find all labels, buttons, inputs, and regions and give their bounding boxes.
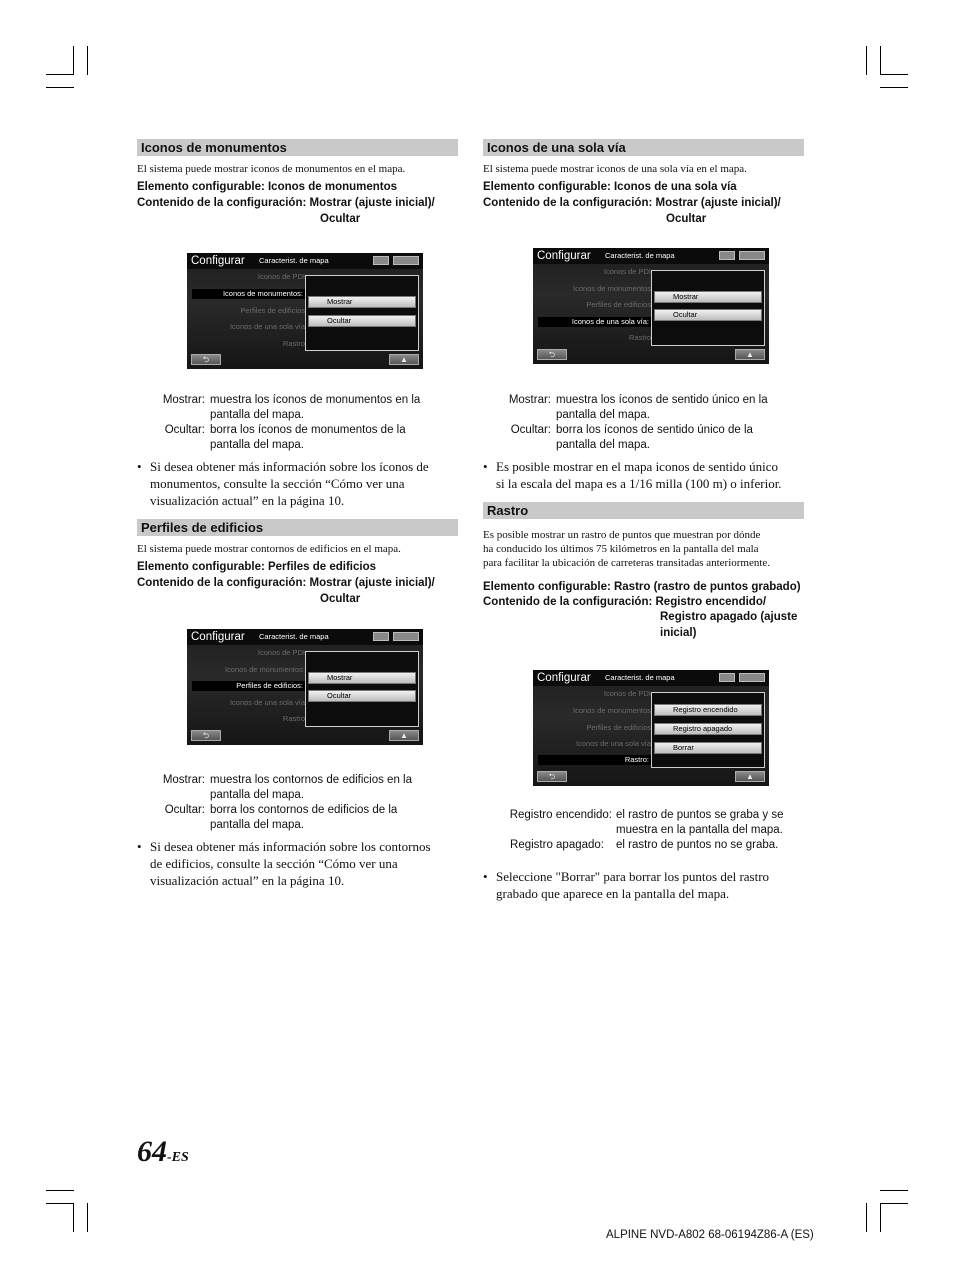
content-line-2: Ocultar — [666, 213, 707, 225]
back-arrow-icon: ⮌ — [202, 731, 210, 740]
menu-item-pdi[interactable]: Iconos de PDI — [603, 267, 651, 276]
def-term-ocultar: Ocultar: — [510, 424, 551, 436]
screen-title: Configurar — [537, 672, 591, 684]
def-text: muestra los íconos de sentido único en la — [556, 394, 768, 406]
up-arrow-icon: ▲ — [746, 350, 754, 359]
grid-icon[interactable] — [739, 673, 765, 682]
back-arrow-icon: ⮌ — [548, 772, 556, 781]
content-line: Contenido de la configuración: Mostrar (ajuste inicial)/ — [483, 197, 781, 209]
options-panel — [651, 692, 765, 768]
content-line-2: Registro apagado (ajuste — [660, 611, 798, 623]
menu-item-monumentos[interactable]: Iconos de monumentos — [573, 284, 651, 293]
options-panel — [305, 275, 419, 351]
def-text: borra los íconos de monumentos de la — [210, 424, 406, 436]
menu-item-monumentos[interactable]: Iconos de monumentos: — [224, 665, 305, 674]
options-panel — [651, 270, 765, 346]
up-button[interactable] — [389, 730, 419, 741]
page-number-digits: 64 — [137, 1135, 167, 1168]
back-button[interactable] — [537, 771, 567, 782]
item-line: Elemento configurable: Iconos de monumentos — [137, 181, 398, 193]
back-button[interactable] — [191, 730, 221, 741]
section-heading-iconos-monumentos: Iconos de monumentos — [137, 139, 458, 156]
menu-item-edificios[interactable]: Perfiles de edificios: — [192, 681, 305, 691]
document-id: ALPINE NVD-A802 68-06194Z86-A (ES) — [606, 1229, 814, 1241]
bullet-line: si la escala del mapa es a 1/16 milla (100 m) o inferior. — [496, 476, 782, 491]
menu-item-sola-via[interactable]: Iconos de una sola vía: — [538, 317, 651, 327]
grid-icon[interactable] — [739, 251, 765, 260]
window-icon[interactable] — [719, 251, 735, 260]
screen-subtitle: Caracterist. de mapa — [259, 632, 329, 641]
def-term-mostrar: Mostrar: — [162, 394, 205, 406]
bullet-line: visualización actual” en la página 10. — [150, 493, 345, 508]
menu-item-pdi[interactable]: Iconos de PDI — [603, 689, 651, 698]
bullet-line: grabado que aparece en la pantalla del mapa. — [496, 886, 730, 901]
def-text: pantalla del mapa. — [210, 819, 304, 831]
def-text: muestra los íconos de monumentos en la — [210, 394, 421, 406]
bullet-line: Si desea obtener más información sobre los íconos de — [150, 459, 429, 474]
content-line: Contenido de la configuración: Mostrar (ajuste inicial)/ — [137, 577, 435, 589]
option-registro-apagado[interactable]: Registro apagado — [654, 723, 762, 735]
screenshot-iconos-sola-via — [533, 248, 769, 364]
bullet-line: Seleccione "Borrar" para borrar los puntos del rastro — [496, 869, 770, 884]
def-term-mostrar: Mostrar: — [508, 394, 551, 406]
bullet-line: monumentos, consulte la sección “Cómo ver una — [150, 476, 405, 491]
up-arrow-icon: ▲ — [746, 772, 754, 781]
intro-text: El sistema puede mostrar iconos de monumentos en el mapa. — [137, 163, 406, 175]
page-suffix: -ES — [167, 1150, 189, 1165]
def-term-ocultar: Ocultar: — [164, 424, 205, 436]
def-text: borra los contornos de edificios de la — [210, 804, 398, 816]
def-term-registro-encendido: Registro encendido: — [509, 809, 612, 821]
content-line: Contenido de la configuración: Registro encendido/ — [483, 596, 767, 608]
def-text: pantalla del mapa. — [556, 409, 650, 421]
def-text: el rastro de puntos se graba y se — [616, 809, 784, 821]
def-text: borra los íconos de sentido único de la — [556, 424, 753, 436]
def-text: pantalla del mapa. — [210, 789, 304, 801]
window-icon[interactable] — [373, 256, 389, 265]
item-line: Elemento configurable: Perfiles de edificios — [137, 561, 377, 573]
content-line-2: Ocultar — [320, 213, 361, 225]
bullet-note: • Si desea obtener más información sobre los íconos de monumentos, consulte la sección “Cómo ver una visualización actual” en la página 10. — [137, 459, 429, 508]
menu-item-edificios[interactable]: Perfiles de edificios — [240, 306, 305, 315]
bullet-line: visualización actual” en la página 10. — [150, 873, 345, 888]
screenshot-iconos-monumentos — [187, 253, 423, 369]
def-text: pantalla del mapa. — [556, 439, 650, 451]
up-button[interactable] — [735, 349, 765, 360]
section-heading-perfiles-edificios: Perfiles de edificios — [137, 519, 458, 536]
menu-item-edificios[interactable]: Perfiles de edificios — [586, 723, 651, 732]
grid-icon[interactable] — [393, 256, 419, 265]
option-registro-encendido[interactable]: Registro encendido — [654, 704, 762, 716]
def-term-registro-apagado: Registro apagado: — [510, 839, 604, 851]
menu-item-rastro[interactable]: Rastro: — [538, 755, 651, 765]
back-button[interactable] — [537, 349, 567, 360]
content-line: Contenido de la configuración: Mostrar (ajuste inicial)/ — [137, 197, 435, 209]
option-mostrar[interactable]: Mostrar — [308, 672, 416, 684]
up-arrow-icon: ▲ — [400, 731, 408, 740]
item-line: Elemento configurable: Rastro (rastro de puntos grabado) — [483, 581, 801, 593]
screen-subtitle: Caracterist. de mapa — [605, 673, 675, 682]
options-panel — [305, 651, 419, 727]
screen-title: Configurar — [191, 631, 245, 643]
back-arrow-icon: ⮌ — [548, 350, 556, 359]
section-heading-rastro: Rastro — [483, 502, 804, 519]
bullet-line: de edificios, consulte la sección “Cómo ver una — [150, 856, 398, 871]
content-line-3: inicial) — [660, 627, 697, 639]
bullet-line: Es posible mostrar en el mapa iconos de sentido único — [496, 459, 778, 474]
def-text: el rastro de puntos no se graba. — [616, 839, 779, 851]
back-arrow-icon: ⮌ — [202, 355, 210, 364]
screenshot-perfiles-edificios — [187, 629, 423, 745]
bullet-note: • Si desea obtener más información sobre los contornos de edificios, consulte la sección “Cómo ver una visualización actual” en la página 10. — [137, 839, 431, 888]
screen-title: Configurar — [537, 250, 591, 262]
def-text: pantalla del mapa. — [210, 439, 304, 451]
item-line: Elemento configurable: Iconos de una sola vía — [483, 181, 737, 193]
screen-subtitle: Caracterist. de mapa — [605, 251, 675, 260]
def-term-mostrar: Mostrar: — [162, 774, 205, 786]
intro-text: El sistema puede mostrar contornos de edificios en el mapa. — [137, 543, 401, 555]
option-mostrar[interactable]: Mostrar — [308, 296, 416, 308]
menu-item-rastro[interactable]: Rastro — [628, 333, 651, 342]
option-borrar[interactable]: Borrar — [654, 742, 762, 754]
intro-text: El sistema puede mostrar iconos de una sola vía en el mapa. — [483, 163, 747, 175]
section-heading-iconos-sola-via: Iconos de una sola vía — [483, 139, 804, 156]
bullet-note: • Es posible mostrar en el mapa iconos de sentido único si la escala del mapa es a 1/16 milla (100 m) o inferior. — [483, 459, 782, 491]
content-line-2: Ocultar — [320, 593, 361, 605]
menu-item-monumentos[interactable]: Iconos de monumentos — [573, 706, 651, 715]
option-ocultar[interactable]: Ocultar — [654, 309, 762, 321]
up-button[interactable] — [389, 354, 419, 365]
menu-item-sola-via[interactable]: Iconos de una sola vía — [575, 739, 651, 748]
intro-text: ha conducido los últimos 75 kilómetros en la pantalla del mala — [483, 543, 759, 555]
menu-item-sola-via[interactable]: Iconos de una sola vía — [229, 322, 305, 331]
menu-item-pdi[interactable]: Iconos de PDI — [257, 648, 305, 657]
back-button[interactable] — [191, 354, 221, 365]
menu-item-edificios[interactable]: Perfiles de edificios — [586, 300, 651, 309]
option-ocultar[interactable]: Ocultar — [308, 690, 416, 702]
menu-item-rastro[interactable]: Rastro — [282, 714, 305, 723]
up-button[interactable] — [735, 771, 765, 782]
def-text: pantalla del mapa. — [210, 409, 304, 421]
def-text: muestra en la pantalla del mapa. — [616, 824, 783, 836]
grid-icon[interactable] — [393, 632, 419, 641]
menu-item-rastro[interactable]: Rastro — [282, 339, 305, 348]
menu-item-monumentos[interactable]: Iconos de monumentos: — [192, 289, 305, 299]
page-number — [137, 1136, 189, 1168]
bullet-line: Si desea obtener más información sobre los contornos — [150, 839, 431, 854]
option-ocultar[interactable]: Ocultar — [308, 315, 416, 327]
def-text: muestra los contornos de edificios en la — [210, 774, 412, 786]
intro-text: para facilitar la ubicación de carreteras transitadas anteriormente. — [483, 557, 771, 569]
screenshot-rastro — [533, 670, 769, 786]
def-term-ocultar: Ocultar: — [164, 804, 205, 816]
option-mostrar[interactable]: Mostrar — [654, 291, 762, 303]
window-icon[interactable] — [719, 673, 735, 682]
menu-item-pdi[interactable]: Iconos de PDI — [257, 272, 305, 281]
intro-text: Es posible mostrar un rastro de puntos que muestran por dónde — [483, 529, 761, 541]
menu-item-sola-via[interactable]: Iconos de una sola vía — [229, 698, 305, 707]
window-icon[interactable] — [373, 632, 389, 641]
up-arrow-icon: ▲ — [400, 355, 408, 364]
screen-title: Configurar — [191, 255, 245, 267]
screen-subtitle: Caracterist. de mapa — [259, 256, 329, 265]
bullet-note: • Seleccione "Borrar" para borrar los puntos del rastro grabado que aparece en la pantalla del mapa. — [483, 869, 770, 901]
